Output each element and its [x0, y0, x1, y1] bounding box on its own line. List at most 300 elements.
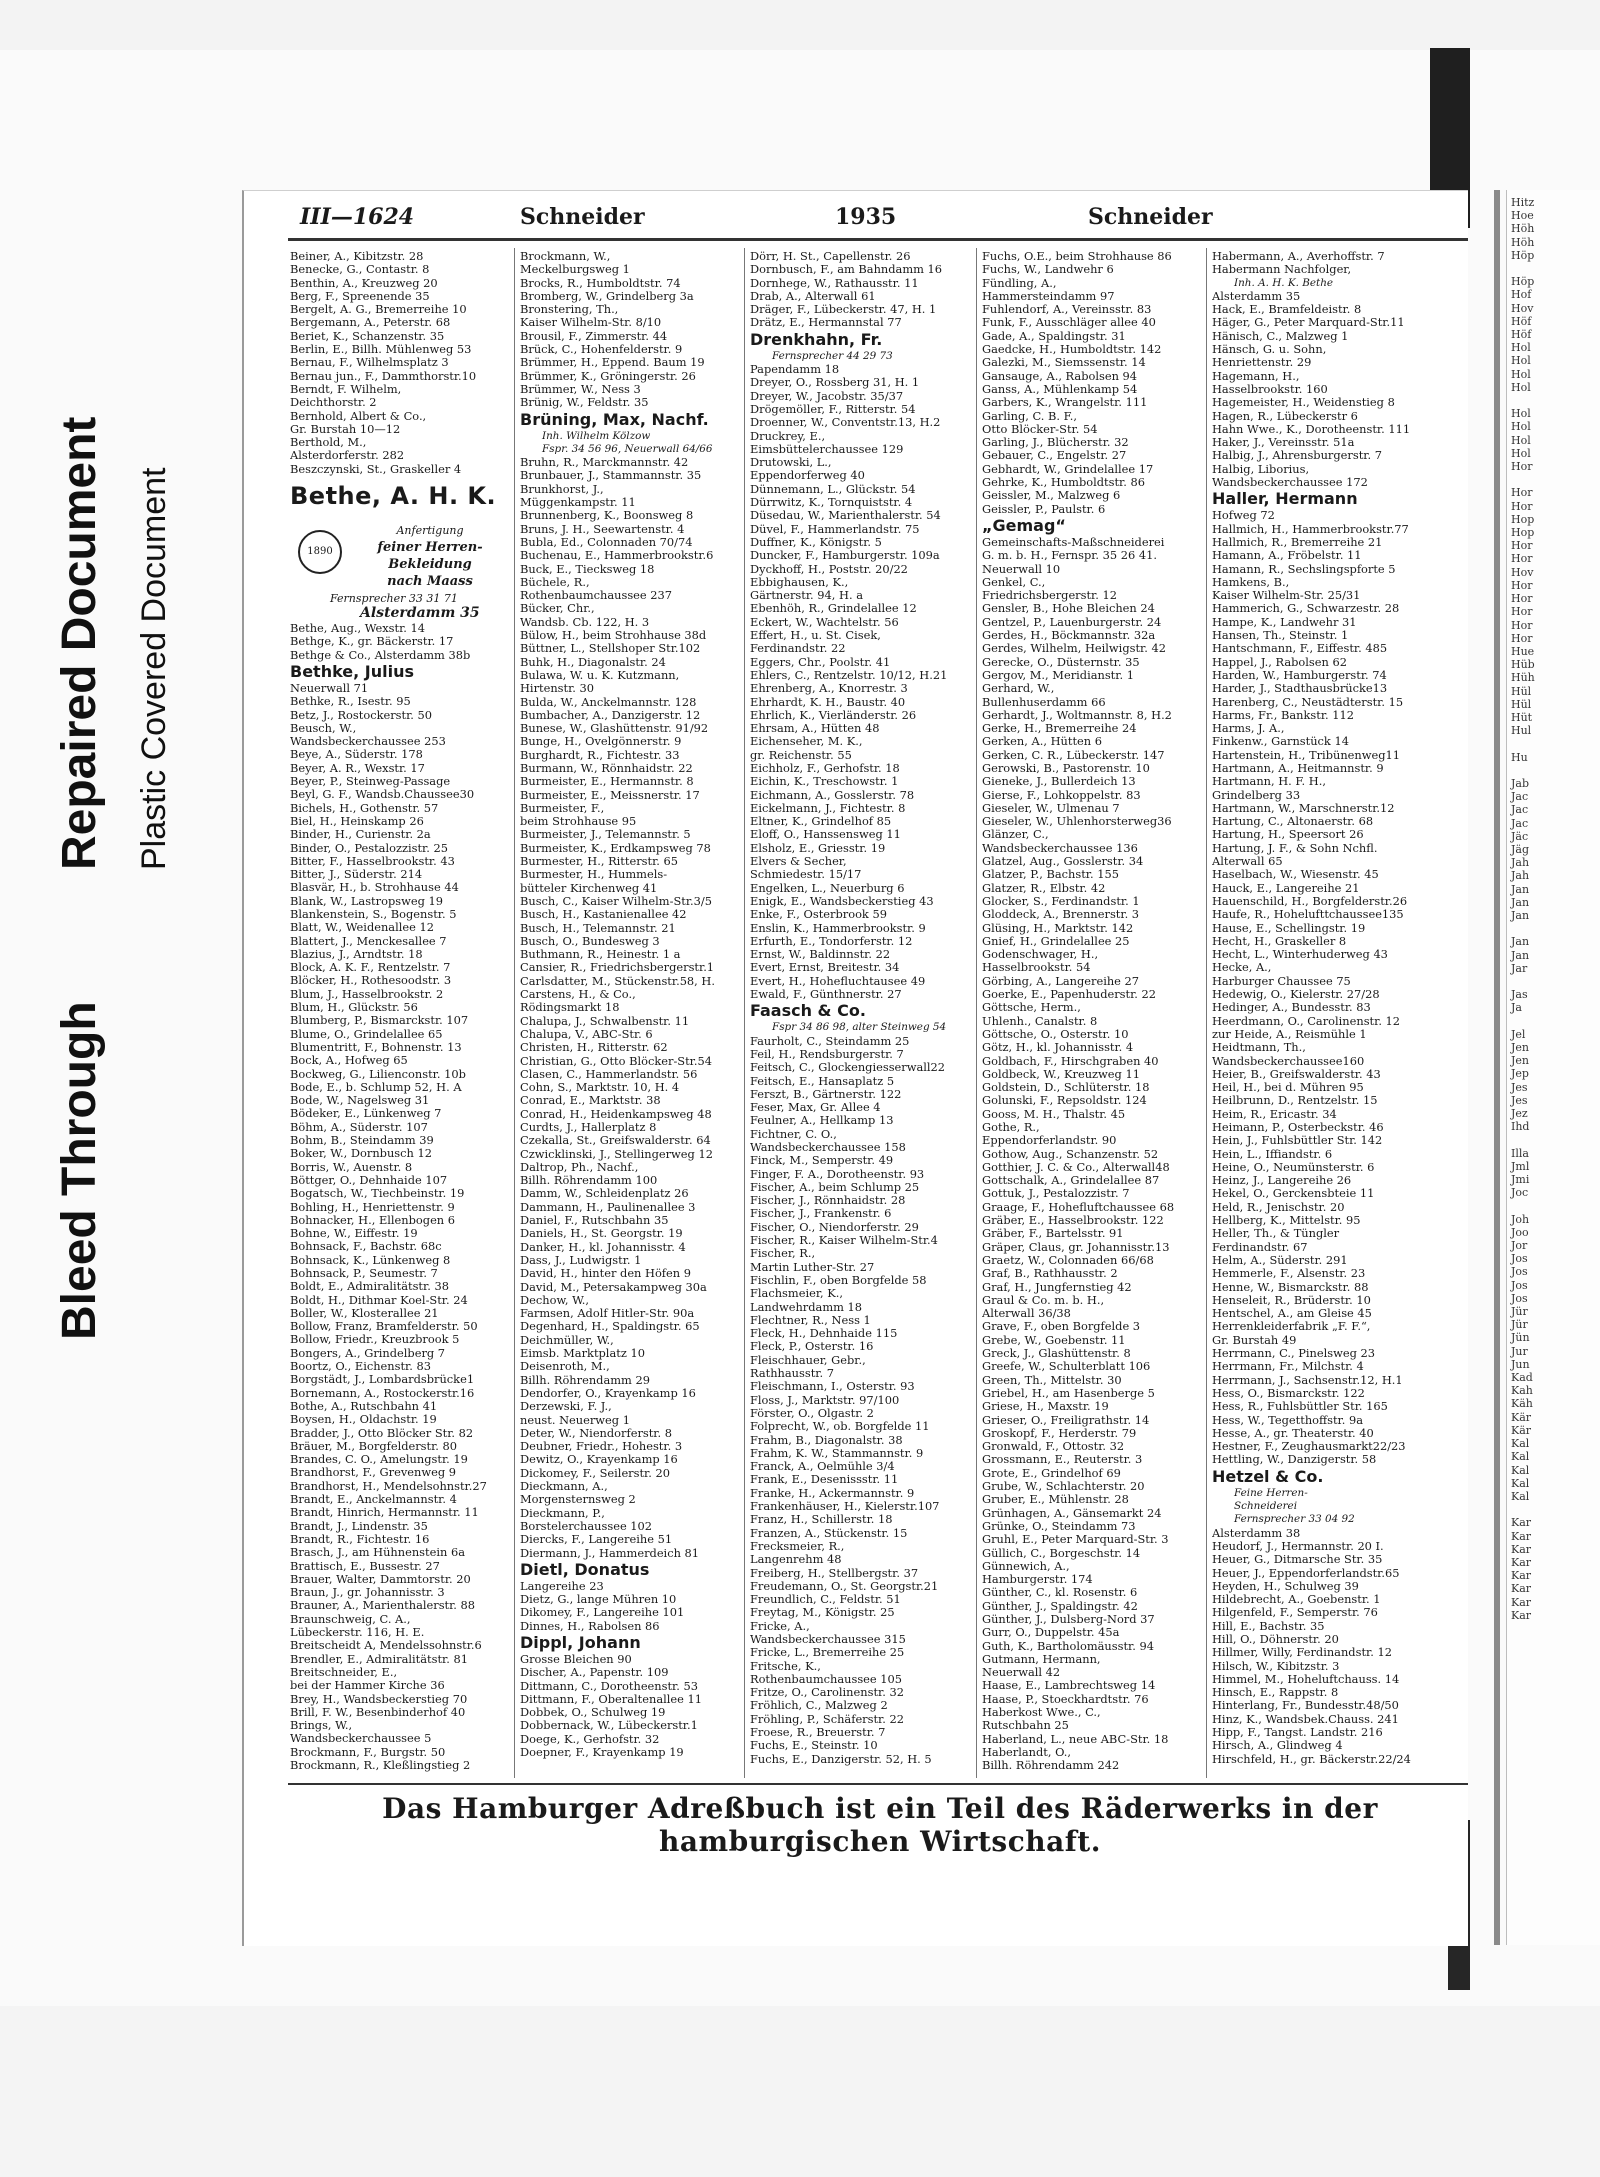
page-gutter	[1494, 190, 1500, 1945]
directory-entry: Hetzel & Co.	[1212, 1466, 1324, 1486]
directory-entry: Ganss, A., Mühlenkamp 54	[982, 382, 1138, 396]
facing-page-fragment: Kad	[1511, 1371, 1533, 1385]
facing-page-fragment: Hop	[1511, 512, 1535, 526]
facing-page-fragment: Ja	[1511, 1001, 1522, 1015]
directory-entry: Enke, F., Osterbrook 59	[750, 908, 887, 922]
directory-entry: Glatzer, P., Bachstr. 155	[982, 868, 1119, 882]
facing-page-fragment	[1511, 975, 1600, 988]
directory-entry: Finkenw., Garnstück 14	[1212, 735, 1349, 749]
directory-entry: „Gemag“	[982, 515, 1066, 535]
directory-entry: David, H., hinter den Höfen 9	[520, 1267, 691, 1281]
directory-entry: Ehlers, C., Rentzelstr. 10/12, H.21	[750, 668, 948, 682]
directory-entry: Glatzer, R., Elbstr. 42	[982, 881, 1106, 895]
directory-entry: bei der Hammer Kirche 36	[290, 1679, 445, 1693]
directory-entry: Greefe, W., Schulterblatt 106	[982, 1360, 1151, 1374]
page-header	[300, 204, 1480, 234]
directory-entry: Dieckmann, A.,	[520, 1480, 608, 1494]
directory-entry: Heyden, H., Schulweg 39	[1212, 1579, 1359, 1593]
directory-entry: Fuchs, W., Landwehr 6	[982, 263, 1114, 277]
directory-entry: Funk, F., Ausschläger allee 40	[982, 316, 1156, 330]
directory-entry: Fröhling, P., Schäferstr. 22	[750, 1712, 904, 1726]
directory-entry: neust. Neuerweg 1	[520, 1413, 630, 1427]
directory-entry: Hirschfeld, H., gr. Bäckerstr.22/24	[1212, 1752, 1411, 1766]
directory-entry: Borgstädt, J., Lombardsbrücke1	[290, 1373, 475, 1387]
directory-entry: Gruhl, E., Peter Marquard-Str. 3	[982, 1533, 1169, 1547]
directory-entry: Brattisch, E., Bussestr. 27	[290, 1559, 440, 1573]
facing-page-fragment	[1511, 922, 1600, 935]
directory-entry: Cansier, R., Friedrichsbergerstr.1	[520, 961, 715, 975]
directory-entry: gr. Reichenstr. 55	[750, 748, 852, 762]
directory-entry: Eggers, Chr., Poolstr. 41	[750, 655, 891, 669]
facing-page-fragment: Jur	[1511, 1344, 1528, 1358]
directory-entry: Bollow, Franz, Bramfelderstr. 50	[290, 1320, 478, 1334]
directory-entry: Fischer, J., Rönnhaidstr. 28	[750, 1194, 906, 1208]
directory-entry: Braun, J., gr. Johannisstr. 3	[290, 1586, 445, 1600]
directory-entry: Beye, A., Süderstr. 178	[290, 748, 423, 762]
directory-entry: Dechow, W.,	[520, 1293, 590, 1307]
ad-bethe-address: Alsterdamm 35	[360, 605, 480, 622]
directory-entry: Christian, G., Otto Blöcker-Str.54	[520, 1054, 712, 1068]
directory-entry: Herrmann, C., Pinelsweg 23	[1212, 1347, 1376, 1361]
label-plastic-covered: Plastic Covered Document	[135, 467, 173, 870]
facing-page-fragment: Hop	[1511, 526, 1535, 540]
facing-page-fragment: Hor	[1511, 631, 1533, 645]
directory-entry: Ebenhöh, R., Grindelallee 12	[750, 602, 917, 616]
directory-entry: Fuhlendorf, A., Vereinsstr. 83	[982, 303, 1152, 317]
column-1	[290, 250, 512, 1780]
directory-entry: Freudemann, O., St. Georgstr.21	[750, 1579, 939, 1593]
directory-entry: Greck, J., Glashüttenstr. 8	[982, 1347, 1131, 1361]
directory-entry: Morgensternsweg 2	[520, 1493, 636, 1507]
directory-entry: Hedinger, A., Bundesstr. 83	[1212, 1001, 1371, 1015]
facing-page-fragment: Illa	[1511, 1146, 1529, 1160]
facing-page-fragment: Jür	[1511, 1318, 1528, 1332]
directory-entry: Langereihe 23	[520, 1579, 604, 1593]
directory-entry: Fernsprecher 44 29 73	[772, 349, 893, 362]
directory-entry: Floss, J., Marktstr. 97/100	[750, 1393, 900, 1407]
directory-entry: Brandhorst, H., Mendelsohnstr.27	[290, 1479, 487, 1493]
directory-entry: Drab, A., Alterwall 61	[750, 289, 876, 303]
directory-entry: Wandsb. Cb. 122, H. 3	[520, 615, 650, 629]
directory-entry: Burmester, H., Hummels-	[520, 868, 668, 882]
directory-entry: Eckert, W., Wachtelstr. 56	[750, 615, 899, 629]
directory-entry: Gräber, F., Bartelsstr. 91	[982, 1227, 1124, 1241]
directory-entry: Hildebrecht, A., Goebenstr. 1	[1212, 1593, 1381, 1607]
facing-page-fragment: Hol	[1511, 433, 1531, 447]
directory-entry: Inh. Wilhelm Kölzow	[542, 429, 651, 442]
directory-entry: Hamann, R., Sechslingspforte 5	[1212, 562, 1396, 576]
directory-entry: Günther, C., kl. Rosenstr. 6	[982, 1586, 1138, 1600]
directory-entry: Fischer, R., Kaiser Wilhelm-Str.4	[750, 1234, 938, 1248]
directory-entry: Brandt, J., Lindenstr. 35	[290, 1519, 428, 1533]
directory-entry: Dreyer, O., Rossberg 31, H. 1	[750, 376, 920, 390]
directory-entry: Helm, A., Süderstr. 291	[1212, 1253, 1348, 1267]
directory-entry: Harenberg, C., Neustädterstr. 15	[1212, 695, 1404, 709]
facing-page-fragment: Hov	[1511, 565, 1534, 579]
directory-entry: Graage, F., Hohefluftchaussee 68	[982, 1200, 1175, 1214]
directory-entry: Hartmann, A., Heitmannstr. 9	[1212, 761, 1384, 775]
directory-entry: Hinz, K., Wandsbek.Chauss. 241	[1212, 1712, 1399, 1726]
directory-entry: Hartenstein, H., Tribünenweg11	[1212, 748, 1401, 762]
directory-entry: Neuerwall 10	[982, 562, 1061, 576]
directory-entry: Billh. Röhrendamm 100	[520, 1174, 658, 1188]
directory-entry: Büttner, L., Stellshoper Str.102	[520, 642, 701, 656]
directory-entry: Ehrsam, A., Hütten 48	[750, 722, 880, 736]
directory-entry: Gehrke, K., Humboldtstr. 86	[982, 476, 1145, 490]
facing-page-fragment: Jep	[1511, 1067, 1529, 1081]
directory-entry: Wandsbeckerchaussee 315	[750, 1632, 906, 1646]
directory-entry: Eppendorferlandstr. 90	[982, 1134, 1117, 1148]
facing-page-fragment: Kar	[1511, 1542, 1532, 1556]
directory-entry: Frank, E., Desenissstr. 11	[750, 1473, 899, 1487]
directory-entry: Gerecke, O., Düsternstr. 35	[982, 655, 1140, 669]
facing-page-fragment: Jes	[1511, 1093, 1528, 1107]
scan-bottom-margin	[0, 2006, 1600, 2177]
directory-entry: Haller, Hermann	[1212, 489, 1358, 509]
directory-entry: Bohne, W., Eiffestr. 19	[290, 1227, 418, 1241]
directory-entry: Wandsbeckerchaussee160	[1212, 1054, 1365, 1068]
directory-entry: Heller, Th., & Tüngler	[1212, 1227, 1340, 1241]
directory-entry: Hentschel, A., am Gleise 45	[1212, 1307, 1372, 1321]
column-separator	[744, 248, 745, 1778]
directory-entry: Hein, J., Fuhlsbüttler Str. 142	[1212, 1134, 1383, 1148]
directory-entry: Breitscheidt A, Mendelssohnstr.6	[290, 1639, 482, 1653]
directory-entry: Haase, P., Stoeckhardtstr. 76	[982, 1692, 1149, 1706]
directory-entry: Brendler, E., Admiralitätstr. 81	[290, 1652, 468, 1666]
facing-page-fragment: Hüt	[1511, 710, 1533, 724]
column-separator	[1206, 248, 1207, 1778]
directory-entry: Rothenbaumchaussee 237	[520, 589, 673, 603]
directory-entry: Ernst, W., Baldinnstr. 22	[750, 948, 891, 962]
facing-page-fragment: Kar	[1511, 1555, 1532, 1569]
directory-entry: Hagemann, H.,	[1212, 369, 1300, 383]
directory-entry: Henne, W., Bismarckstr. 88	[1212, 1280, 1369, 1294]
directory-entry: Chalupa, J., Schwalbenstr. 11	[520, 1014, 690, 1028]
directory-entry: Finck, M., Semperstr. 49	[750, 1154, 894, 1168]
facing-page-fragment: Kal	[1511, 1437, 1530, 1451]
directory-entry: Bernau jun., F., Dammthorstr.10	[290, 369, 477, 383]
directory-entry: Papendamm 18	[750, 363, 840, 377]
directory-entry: Czekalla, St., Greifswalderstr. 64	[520, 1134, 711, 1148]
directory-entry: Goldbach, F., Hirschgraben 40	[982, 1054, 1159, 1068]
directory-entry: Harms, J. A.,	[1212, 722, 1285, 736]
facing-page-fragment: Hoe	[1511, 209, 1534, 223]
directory-entry: Burmeister, J., Telemannstr. 5	[520, 828, 691, 842]
directory-entry: Eppendorferweg 40	[750, 469, 865, 483]
directory-entry: Faurholt, C., Steindamm 25	[750, 1034, 910, 1048]
directory-entry: Martin Luther-Str. 27	[750, 1260, 875, 1274]
directory-entry: Eichmann, A., Gosslerstr. 78	[750, 788, 915, 802]
facing-page-fragment: Jos	[1511, 1278, 1528, 1292]
directory-entry: Dass, J., Ludwigstr. 1	[520, 1253, 642, 1267]
facing-page-fragment: Joo	[1511, 1225, 1529, 1239]
facing-page-fragment: Hor	[1511, 539, 1533, 553]
directory-entry: Hellberg, K., Mittelstr. 95	[1212, 1214, 1361, 1228]
directory-entry: Degenhard, H., Spaldingstr. 65	[520, 1320, 700, 1334]
directory-entry: Graetz, W., Colonnaden 66/68	[982, 1253, 1154, 1267]
directory-entry: Feser, Max, Gr. Allee 4	[750, 1101, 881, 1115]
directory-entry: Hasselbrookstr. 160	[1212, 382, 1328, 396]
directory-entry: Schmiedestr. 15/17	[750, 868, 862, 882]
directory-entry: Dinnes, H., Rabolsen 86	[520, 1619, 660, 1633]
directory-entry: Müggenkampstr. 11	[520, 496, 636, 510]
directory-entry: Hagen, R., Lübeckerstr 6	[1212, 409, 1358, 423]
directory-entry: Blumberg, P., Bismarckstr. 107	[290, 1014, 469, 1028]
directory-entry: Brümmer, K., Gröningerstr. 26	[520, 369, 696, 383]
directory-entry: Fleischhauer, Gebr.,	[750, 1353, 866, 1367]
directory-entry: Wandsbeckerchaussee 253	[290, 735, 446, 749]
header-year: 1935	[835, 204, 897, 230]
directory-entry: Gentzel, P., Lauenburgerstr. 24	[982, 615, 1162, 629]
directory-entry: Kaiser Wilhelm-Str. 25/31	[1212, 589, 1361, 603]
facing-page-fragment: Hüb	[1511, 658, 1535, 672]
directory-entry: Hecht, H., Graskeller 8	[1212, 934, 1347, 948]
directory-entry: Grave, F., oben Borgfelde 3	[982, 1320, 1141, 1334]
directory-entry: Blumentritt, F., Bohnenstr. 13	[290, 1040, 462, 1054]
directory-entry: Goldstein, D., Schlüterstr. 18	[982, 1081, 1150, 1095]
directory-entry: Geissler, P., Paulstr. 6	[982, 502, 1106, 516]
facing-page-fragment: Jml	[1511, 1159, 1530, 1173]
directory-entry: Deter, W., Niendorferstr. 8	[520, 1426, 672, 1440]
facing-page-fragment: Hue	[1511, 644, 1535, 658]
directory-entry: Guth, K., Bartholomäusstr. 94	[982, 1639, 1154, 1653]
directory-entry: Discher, A., Papenstr. 109	[520, 1666, 669, 1680]
directory-entry: Gnief, H., Grindelallee 25	[982, 934, 1130, 948]
directory-entry: Hilsch, W., Kibitzstr. 3	[1212, 1659, 1340, 1673]
facing-page-fragment: Jür	[1511, 1305, 1528, 1319]
directory-entry: Haase, E., Lambrechtsweg 14	[982, 1679, 1156, 1693]
directory-entry: Bollow, Friedr., Kreuzbrook 5	[290, 1333, 460, 1347]
directory-entry: Bethke, R., Isestr. 95	[290, 695, 411, 709]
directory-entry: Dieckmann, P.,	[520, 1506, 605, 1520]
ad-bethe-line: feiner Herren-	[377, 540, 483, 556]
directory-entry: Gerdes, Wilhelm, Heilwigstr. 42	[982, 642, 1166, 656]
facing-page-fragment: Jah	[1511, 869, 1530, 883]
directory-entry: Ewald, F., Günthnerstr. 27	[750, 988, 902, 1002]
directory-entry: Blum, H., Glückstr. 56	[290, 1001, 418, 1015]
directory-entry: Beusch, W.,	[290, 721, 357, 735]
directory-entry: Dikomey, F., Langereihe 101	[520, 1606, 685, 1620]
directory-entry: Himmel, M., Hoheluftchauss. 14	[1212, 1672, 1400, 1686]
directory-entry: Gruber, E., Mühlenstr. 28	[982, 1493, 1129, 1507]
facing-page-fragment: Jab	[1511, 776, 1530, 790]
directory-entry: Brings, W.,	[290, 1719, 353, 1733]
directory-entry: Frankenhäuser, H., Kielerstr.107	[750, 1500, 940, 1514]
directory-entry: Gieseler, W., Ulmenau 7	[982, 801, 1120, 815]
directory-entry: Bohm, B., Steindamm 39	[290, 1134, 434, 1148]
directory-entry: Evert, Ernst, Breitestr. 34	[750, 961, 900, 975]
directory-entry: Bockweg, G., Lilienconstr. 10b	[290, 1067, 466, 1081]
directory-entry: Enslin, K., Hammerbrookstr. 9	[750, 921, 926, 935]
directory-entry: Garling, J., Blücherstr. 32	[982, 436, 1129, 450]
directory-entry: Gurr, O., Duppelstr. 45a	[982, 1626, 1120, 1640]
directory-entry: Dobbernack, W., Lübeckerstr.1	[520, 1719, 698, 1733]
directory-entry: Alsterdamm 38	[1212, 1526, 1301, 1540]
ad-bethe-line: nach Maass	[387, 574, 473, 590]
ad-bethe-text	[350, 522, 510, 590]
facing-page-fragment: Jar	[1511, 961, 1528, 975]
directory-entry: Grebe, W., Goebenstr. 11	[982, 1333, 1126, 1347]
facing-page-fragment	[1511, 1015, 1600, 1028]
directory-entry: Burmeister, F.,	[520, 801, 605, 815]
directory-entry: Hedewig, O., Kielerstr. 27/28	[1212, 988, 1380, 1002]
facing-page-fragment: Jos	[1511, 1252, 1528, 1266]
directory-entry: Herrmann, Fr., Milchstr. 4	[1212, 1360, 1364, 1374]
directory-entry: beim Strohhause 95	[520, 815, 637, 829]
directory-entry: Curdts, J., Hallerplatz 8	[520, 1121, 657, 1134]
page-number: III—1624	[300, 204, 415, 230]
directory-entry: Droenner, W., Conventstr.13, H.2	[750, 416, 941, 430]
directory-entry: Dobbek, O., Schulweg 19	[520, 1706, 666, 1720]
directory-entry: Dittmann, C., Dorotheenstr. 53	[520, 1679, 698, 1693]
facing-page-fragment: Kal	[1511, 1476, 1530, 1490]
directory-entry: Gräber, E., Hasselbrookstr. 122	[982, 1214, 1164, 1228]
directory-entry: Eimsb. Marktplatz 10	[520, 1347, 645, 1361]
facing-page-fragment: Kär	[1511, 1423, 1532, 1437]
directory-entry: Göttsche, O., Osterstr. 10	[982, 1027, 1129, 1041]
directory-entry: Haker, J., Vereinsstr. 51a	[1212, 436, 1355, 450]
directory-entry: Danker, H., kl. Johannisstr. 4	[520, 1240, 686, 1254]
directory-entry: Gerken, C. R., Lübeckerstr. 147	[982, 748, 1165, 762]
directory-entry: Genkel, C.,	[982, 575, 1046, 589]
directory-entry: Hirsch, A., Glindweg 4	[1212, 1739, 1343, 1753]
directory-entry: Frecksmeier, R.,	[750, 1539, 845, 1553]
directory-entry: Garling, C. B. F.,	[982, 409, 1078, 423]
facing-page-fragment	[1511, 473, 1600, 486]
directory-entry: Hestner, F., Zeughausmarkt22/23	[1212, 1440, 1406, 1454]
directory-entry: Fuchs, E., Danzigerstr. 52, H. 5	[750, 1752, 932, 1766]
directory-entry: Haberkost Wwe., C.,	[982, 1706, 1101, 1720]
directory-entry: Fröhlich, C., Malzweg 2	[750, 1699, 888, 1713]
directory-entry: Hecht, L., Winterhuderweg 43	[1212, 948, 1388, 962]
directory-entry: Boysen, H., Oldachstr. 19	[290, 1413, 437, 1427]
directory-entry: Günther, J., Spaldingstr. 42	[982, 1599, 1138, 1613]
directory-entry: Deichmüller, W.,	[520, 1333, 614, 1347]
directory-entry: Eichin, K., Treschowstr. 1	[750, 775, 899, 789]
directory-entry: Heudorf, J., Hermannstr. 20 I.	[1212, 1539, 1384, 1553]
directory-entry: Elsholz, E., Griesstr. 19	[750, 841, 886, 855]
directory-entry: Hettling, W., Danzigerstr. 58	[1212, 1453, 1377, 1467]
directory-entry: Burmeister, E., Hermannstr. 8	[520, 775, 694, 789]
directory-entry: Gräper, Claus, gr. Johannisstr.13	[982, 1240, 1170, 1254]
directory-entry: Bergelt, A. G., Bremerreihe 10	[290, 303, 467, 317]
facing-page-fragment	[1511, 1503, 1600, 1516]
directory-entry: Ferszt, B., Gärtnerstr. 122	[750, 1087, 902, 1101]
facing-page-fragment: Jun	[1511, 1357, 1530, 1371]
directory-entry: David, M., Petersakampweg 30a	[520, 1280, 707, 1294]
directory-entry: Hänsch, G. u. Sohn,	[1212, 343, 1327, 357]
directory-entry: Deubner, Friedr., Hohestr. 3	[520, 1440, 683, 1454]
directory-entry: Dornhege, W., Rathausstr. 11	[750, 276, 919, 290]
directory-entry: Heilbrunn, D., Rentzelstr. 15	[1212, 1094, 1378, 1108]
facing-page-fragment: Hor	[1511, 605, 1533, 619]
directory-entry: Eloff, O., Hanssensweg 11	[750, 828, 901, 842]
directory-entry: Brunbauer, J., Stammannstr. 35	[520, 469, 702, 483]
directory-entry: Heuer, G., Ditmarsche Str. 35	[1212, 1553, 1383, 1567]
facing-page-fragment: Jan	[1511, 948, 1530, 962]
directory-entry: Gemeinschafts-Maßschneiderei	[982, 535, 1165, 549]
column-3	[750, 250, 972, 1780]
directory-entry: Gebhardt, W., Grindelallee 17	[982, 462, 1154, 476]
directory-entry: Hein, L., Iffiandstr. 6	[1212, 1147, 1333, 1161]
directory-entry: Billh. Röhrendamm 29	[520, 1373, 650, 1387]
directory-entry: Lübeckerstr. 116, H. E.	[290, 1626, 425, 1640]
directory-entry: Hess, R., Fuhlsbüttler Str. 165	[1212, 1400, 1388, 1414]
directory-entry: Hamburgerstr. 174	[982, 1573, 1093, 1587]
facing-page-fragment: Jor	[1511, 1239, 1528, 1253]
directory-entry: Deichthorstr. 2	[290, 396, 377, 410]
ad-bethe-line: Anfertigung	[396, 524, 464, 538]
directory-entry: Inh. A. H. K. Bethe	[1234, 276, 1334, 289]
directory-entry: Fleischmann, I., Osterstr. 93	[750, 1380, 915, 1394]
directory-entry: Hamann, A., Fröbelstr. 11	[1212, 549, 1362, 563]
directory-entry: Bock, A., Hofweg 65	[290, 1054, 408, 1068]
directory-entry: Eltner, K., Grindelhof 85	[750, 815, 892, 829]
directory-entry: Gaedcke, H., Humboldtstr. 142	[982, 343, 1162, 357]
directory-entry: Fleck, P., Osterstr. 16	[750, 1340, 874, 1354]
directory-entry: Drutowski, L.,	[750, 456, 832, 470]
directory-entry: Rutschbahn 25	[982, 1719, 1069, 1733]
directory-entry: Franck, A., Oelmühle 3/4	[750, 1460, 895, 1474]
directory-entry: Boller, W., Klosterallee 21	[290, 1306, 439, 1320]
directory-entry: Fuchs, O.E., beim Strohhause 86	[982, 250, 1172, 263]
scan-top-margin	[0, 0, 1600, 50]
directory-entry: Fspr 34 86 98, alter Steinweg 54	[772, 1021, 947, 1034]
directory-entry: Hartmann, H. F. H.,	[1212, 775, 1326, 789]
directory-entry: Heil, H., bei d. Mühren 95	[1212, 1081, 1364, 1095]
facing-page-fragment: Kah	[1511, 1384, 1533, 1398]
directory-entry: Flachsmeier, K.,	[750, 1287, 844, 1301]
directory-entry: Damm, W., Schleidenplatz 26	[520, 1187, 689, 1201]
directory-entry: Haberland, L., neue ABC-Str. 18	[982, 1732, 1169, 1746]
directory-entry: Enigk, E., Wandsbeckerstieg 43	[750, 894, 934, 908]
directory-entry: Haberlandt, O.,	[982, 1745, 1071, 1759]
directory-entry: G. m. b. H., Fernspr. 35 26 41.	[982, 549, 1158, 563]
directory-entry: Hess, W., Tegetthoffstr. 9a	[1212, 1413, 1364, 1427]
directory-entry: Boortz, O., Eichenstr. 83	[290, 1360, 431, 1374]
directory-entry: Dornbusch, F., am Bahndamm 16	[750, 263, 943, 277]
directory-entry: Gooss, M. H., Thalstr. 45	[982, 1107, 1126, 1121]
facing-page-fragment: Hof	[1511, 288, 1532, 302]
directory-entry: Fuchs, E., Steinstr. 10	[750, 1739, 878, 1753]
directory-entry: Buthmann, R., Heinestr. 1 a	[520, 948, 681, 962]
directory-entry: Hänisch, C., Malzweg 1	[1212, 329, 1349, 343]
facing-page-fragment: Jan	[1511, 935, 1530, 949]
directory-entry: Bichels, H., Gothenstr. 57	[290, 801, 439, 815]
directory-entry: Bernau, F., Wilhelmsplatz 3	[290, 356, 449, 370]
directory-entry: Gebauer, C., Engelstr. 27	[982, 449, 1127, 463]
directory-entry: Grieser, O., Freiligrathstr. 14	[982, 1413, 1150, 1427]
directory-entry: Hipp, F., Tangst. Landstr. 216	[1212, 1726, 1383, 1740]
directory-entry: Heinz, J., Langereihe 26	[1212, 1174, 1352, 1188]
facing-page-edge	[1506, 190, 1600, 1945]
facing-page-fragment: Kär	[1511, 1410, 1532, 1424]
directory-entry: Conrad, E., Marktstr. 38	[520, 1094, 661, 1108]
facing-page-fragment: Ihd	[1511, 1120, 1530, 1134]
label-bleed-through: Bleed Through	[53, 1001, 106, 1340]
directory-entry: Borris, W., Auenstr. 8	[290, 1160, 413, 1174]
ad-bethe-phone-text: Fernsprecher 33 31 71	[330, 592, 458, 606]
facing-page-fragment: Joc	[1511, 1186, 1529, 1200]
facing-page-fragment: Kar	[1511, 1608, 1532, 1622]
facing-page-fragment: Jen	[1511, 1041, 1530, 1054]
directory-entry: Bräuer, M., Borgfelderstr. 80	[290, 1439, 458, 1453]
directory-entry: Drögemöller, F., Ritterstr. 54	[750, 402, 916, 416]
directory-entry: Burmeister, E., Meissnerstr. 17	[520, 788, 700, 802]
directory-entry: Förster, O., Olgastr. 2	[750, 1406, 874, 1420]
directory-entry: Hallmich, H., Hammerbrookstr.77	[1212, 522, 1409, 536]
directory-entry: Folprecht, W., ob. Borgfelde 11	[750, 1420, 930, 1434]
